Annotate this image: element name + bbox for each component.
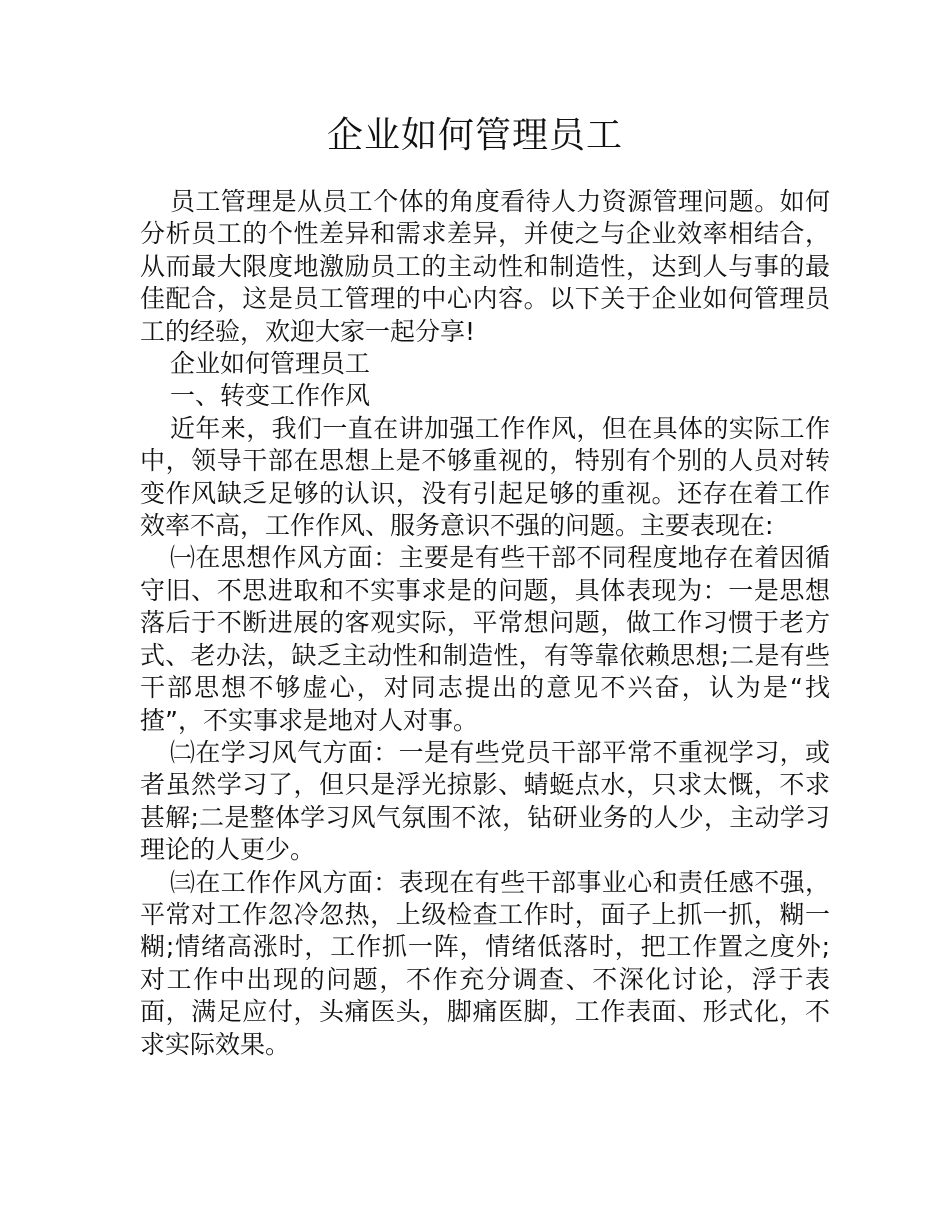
document-body [140,186,830,1061]
paragraph-subtitle: 企业如何管理员工 [170,349,371,379]
paragraph-background: 近年来，我们一直在讲加强工作作风，但在具体的实际工作中，领导干部在思想上是不够重视的，特别有个别的人员对转变作风缺乏足够的认识，没有引起足够的重视。还存在着工作效率不高，工作作风、服务意识不强的问题。主要表现在: [140,413,830,541]
paragraph-study-style: ㈡在学习风气方面：一是有些党员干部平常不重视学习，或者虽然学习了，但只是浮光掠影、蜻蜓点水，只求太慨，不求甚解;二是整体学习风气氛围不浓，钻研业务的人少，主动学习理论的人更少。 [140,737,830,865]
document-title: 企业如何管理员工 [326,115,623,156]
paragraph-intro: 员工管理是从员工个体的角度看待人力资源管理问题。如何分析员工的个性差异和需求差异，并使之与企业效率相结合，从而最大限度地激励员工的主动性和制造性，达到人与事的最佳配合，这是员工管理的中心内容。以下关于企业如何管理员工的经验，欢迎大家一起分享! [140,187,830,346]
paragraph-thinking-style: ㈠在思想作风方面：主要是有些干部不同程度地存在着因循守旧、不思进取和不实事求是的问题，具体表现为：一是思想落后于不断进展的客观实际，平常想问题，做工作习惯于老方式、老办法，缺乏主动性和制造性，有等靠依赖思想;二是有些干部思想不够虚心，对同志提出的意见不兴奋，认为是“找揸”，不实事求是地对人对事。 [140,543,830,735]
section-heading-1: 一、转变工作作风 [170,381,371,411]
paragraph-work-style: ㈢在工作作风方面：表现在有些干部事业心和责任感不强，平常对工作忽冷忽热，上级检查工作时，面子上抓一抓，糊一糊;情绪高涨时，工作抓一阵，情绪低落时，把工作置之度外;对工作中出现的问题，不作充分调查、不深化讨论，浮于表面，满足应付，头痛医头，脚痛医脚，工作表面、形式化，不求实际效果。 [140,867,830,1059]
